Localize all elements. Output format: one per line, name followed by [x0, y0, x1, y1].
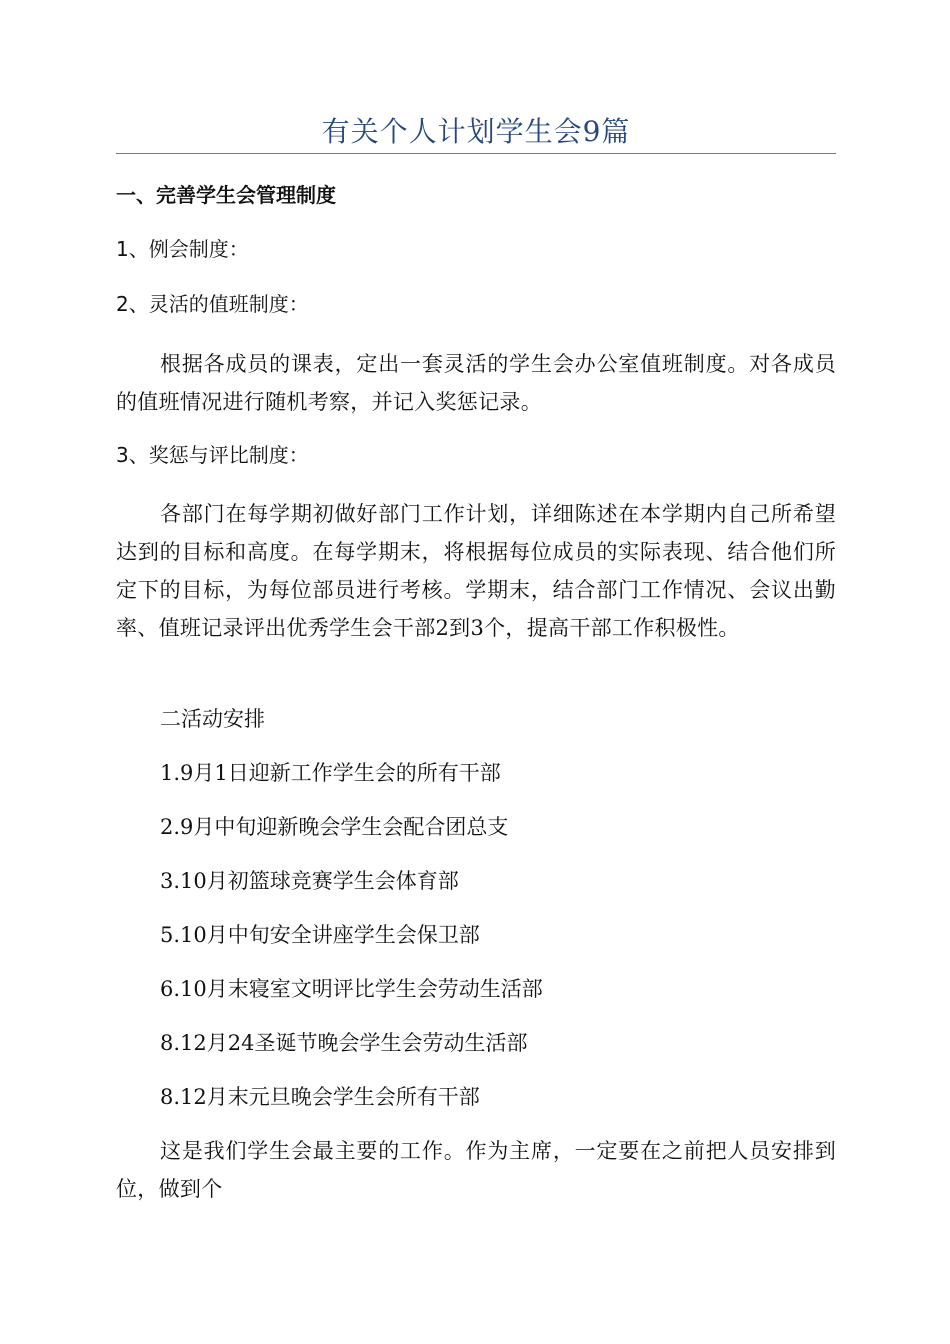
- activity-item: 5.10月中旬安全讲座学生会保卫部: [160, 923, 480, 947]
- paragraph-reward: 各部门在每学期初做好部门工作计划，详细陈述在本学期内自己所希望达到的目标和高度。在每学期末，将根据每位成员的实际表现、结合他们所定下的目标，为每位部员进行考核。学期末，结合部门工作情况、会议出勤率、值班记录评出优秀学生会干部2到3个，提高干部工作积极性。: [116, 502, 836, 640]
- activity-item: 2.9月中旬迎新晚会学生会配合团总支: [160, 815, 509, 839]
- section-heading-1: 一、完善学生会管理制度: [116, 183, 336, 207]
- activity-item: 8.12月24圣诞节晚会学生会劳动生活部: [160, 1031, 528, 1055]
- section-heading-2: 二活动安排: [160, 707, 265, 731]
- list-item-reward: 3、奖惩与评比制度：: [116, 443, 309, 467]
- document-title: 有关个人计划学生会9篇: [321, 115, 631, 148]
- activity-item: 3.10月初篮球竞赛学生会体育部: [160, 869, 459, 893]
- activity-item: 8.12月末元旦晚会学生会所有干部: [160, 1085, 480, 1109]
- activity-item: 6.10月末寝室文明评比学生会劳动生活部: [160, 977, 543, 1001]
- activity-item: 1.9月1日迎新工作学生会的所有干部: [160, 761, 501, 785]
- paragraph-duty: 根据各成员的课表，定出一套灵活的学生会办公室值班制度。对各成员的值班情况进行随机考察，并记入奖惩记录。: [116, 352, 836, 414]
- paragraph-closing: 这是我们学生会最主要的工作。作为主席，一定要在之前把人员安排到位，做到个: [116, 1139, 836, 1201]
- title-underline: [116, 153, 836, 154]
- list-item-duty: 2、灵活的值班制度：: [116, 292, 309, 316]
- list-item-meeting: 1、例会制度：: [116, 237, 249, 261]
